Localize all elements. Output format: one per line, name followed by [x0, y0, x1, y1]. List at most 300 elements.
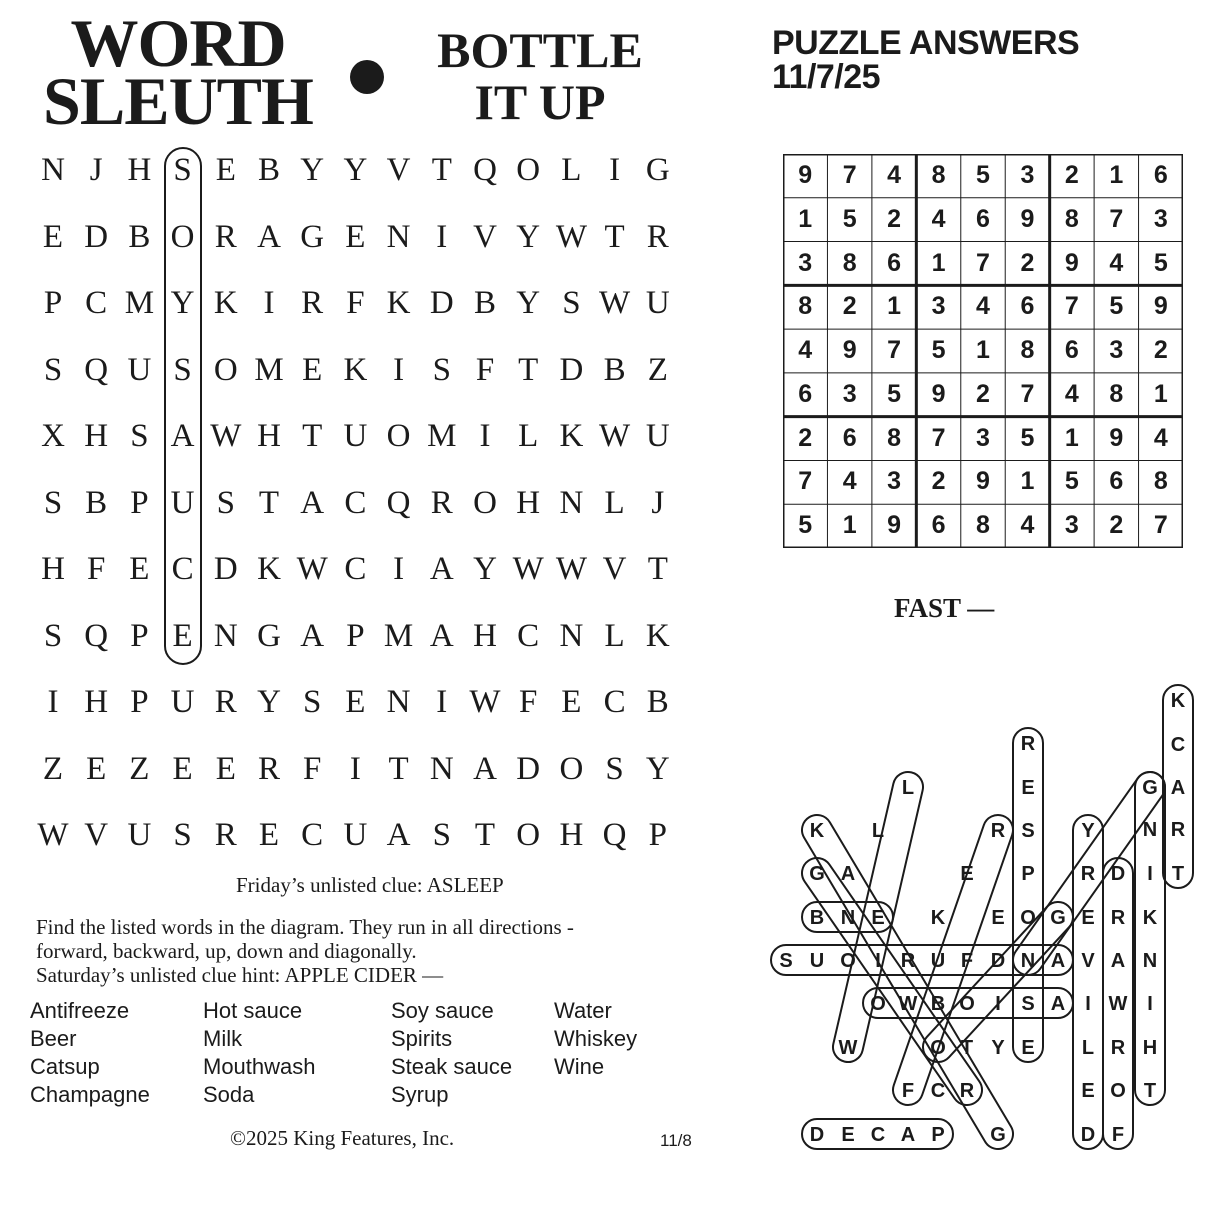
sudoku-cell: 6	[842, 423, 857, 452]
grid-letter: W	[37, 817, 69, 853]
grid-letter: H	[127, 152, 152, 188]
sudoku-cell: 2	[1153, 336, 1168, 365]
sudoku-cell: 1	[931, 248, 946, 277]
answer-letter: W	[1108, 993, 1128, 1015]
grid-letter: P	[346, 617, 365, 654]
grid-letter: I	[393, 351, 405, 388]
answer-letter: K	[930, 907, 946, 929]
grid-letter: C	[171, 551, 194, 587]
sudoku-cell: 2	[1064, 161, 1079, 189]
grid-letter: C	[344, 551, 367, 587]
grid-letter: E	[345, 684, 366, 720]
grid-letter: L	[604, 484, 625, 521]
grid-letter: R	[301, 285, 324, 321]
sudoku-cell: 6	[887, 248, 902, 277]
grid-letter: E	[345, 218, 366, 255]
grid-letter: S	[173, 351, 192, 388]
sudoku-cell: 9	[931, 379, 946, 408]
grid-letter: K	[559, 418, 584, 454]
sudoku-cell: 3	[798, 248, 813, 277]
grid-letter: F	[87, 551, 106, 587]
grid-letter: H	[516, 484, 541, 521]
sudoku-cell: 1	[798, 204, 813, 233]
answer-letter: E	[1081, 907, 1095, 929]
grid-letter: Y	[516, 285, 541, 321]
sudoku-cell: 5	[1153, 248, 1168, 277]
answer-letter: S	[779, 950, 793, 972]
answer-letter: L	[901, 777, 915, 799]
instructions	[36, 915, 676, 987]
sudoku-cell: 1	[1109, 161, 1124, 189]
answer-letter: E	[1021, 777, 1035, 799]
sudoku-cell: 8	[887, 423, 902, 452]
sudoku-cell: 9	[1020, 204, 1035, 233]
answer-letter: I	[875, 950, 881, 972]
grid-letter: L	[518, 418, 539, 454]
grid-letter: W	[296, 551, 328, 587]
answer-letter: P	[1021, 863, 1035, 885]
grid-letter: W	[555, 551, 587, 587]
answer-letter: O	[930, 1037, 946, 1059]
sudoku-cell: 7	[1064, 292, 1079, 321]
sudoku-cell: 2	[798, 423, 813, 452]
sudoku-cell: 3	[842, 379, 857, 408]
grid-letter: T	[604, 218, 625, 255]
grid-letter: S	[432, 817, 451, 853]
answer-letter: F	[901, 1080, 915, 1102]
answer-letter: I	[1147, 993, 1153, 1015]
grid-letter: P	[43, 285, 63, 321]
sudoku-cell: 9	[1109, 423, 1124, 452]
grid-letter: Q	[602, 817, 627, 853]
answer-letter: D	[990, 950, 1006, 972]
sudoku-cell: 4	[842, 467, 857, 496]
answer-letter: R	[1170, 819, 1186, 841]
grid-letter: O	[516, 817, 541, 853]
answer-letter: L	[871, 820, 885, 842]
grid-letter: T	[388, 750, 409, 787]
grid-letter: F	[475, 351, 495, 388]
grid-letter: O	[170, 218, 195, 255]
sudoku-cell: 4	[1020, 511, 1035, 540]
word-list-item: Hot sauce	[203, 998, 303, 1023]
sudoku-cell: 1	[842, 511, 857, 540]
sudoku-cell: 7	[1153, 511, 1168, 540]
sudoku-cell: 3	[1153, 204, 1168, 233]
answer-letter: K	[1170, 690, 1186, 712]
sudoku-cell: 7	[976, 248, 990, 277]
grid-letter: I	[263, 285, 275, 321]
answer-letter: A	[840, 863, 856, 885]
grid-letter: U	[170, 684, 195, 720]
sudoku-cell: 7	[1109, 204, 1124, 233]
answer-word-loop	[796, 852, 988, 1111]
sudoku-cell: 2	[976, 379, 990, 408]
answer-letter: U	[930, 950, 946, 972]
sudoku-cell: 4	[931, 204, 946, 233]
grid-letter: V	[602, 551, 627, 587]
grid-letter: H	[473, 617, 497, 654]
fast-answer-label: FAST —	[894, 593, 995, 623]
sudoku-cell: 9	[887, 511, 902, 540]
sudoku-cell: 1	[1153, 379, 1168, 408]
fast-answer-puzzle	[760, 670, 1200, 1160]
sudoku-cell: 1	[1064, 423, 1079, 452]
answer-letter: A	[1050, 993, 1066, 1015]
answer-letter: T	[960, 1037, 974, 1059]
grid-letter: N	[386, 218, 411, 255]
sudoku-cell: 7	[887, 336, 902, 365]
sudoku-cell: 3	[1020, 161, 1035, 189]
grid-letter: N	[213, 617, 238, 654]
grid-letter: S	[173, 817, 192, 853]
sudoku-cell: 6	[976, 204, 990, 233]
grid-letter: S	[303, 684, 322, 720]
sudoku-cell: 7	[931, 423, 946, 452]
answer-letter: O	[1110, 1080, 1126, 1102]
grid-letter: L	[604, 617, 625, 654]
grid-letter: P	[130, 484, 149, 521]
title-bullet-dot	[350, 60, 384, 94]
grid-letter: O	[516, 152, 541, 188]
sudoku-cell: 2	[931, 467, 946, 496]
answer-letter: R	[1110, 907, 1126, 929]
answer-letter: F	[1111, 1124, 1125, 1146]
saturday-clue-hint: Saturday’s unlisted clue hint: APPLE CIDER —	[36, 963, 444, 987]
word-list-item: Wine	[554, 1054, 605, 1079]
word-list-column	[30, 997, 150, 1109]
answer-letter: O	[840, 950, 856, 972]
grid-letter: U	[127, 351, 152, 388]
answer-letter: D	[809, 1124, 825, 1146]
grid-letter: K	[645, 617, 670, 654]
answer-letter: L	[1081, 1037, 1095, 1059]
answer-letter: N	[840, 907, 856, 929]
grid-letter: E	[86, 750, 107, 787]
grid-letter: A	[386, 817, 411, 853]
sudoku-cell: 8	[1109, 379, 1124, 408]
grid-letter: D	[559, 351, 584, 388]
word-list-item: Mouthwash	[203, 1054, 316, 1079]
sudoku-cell: 7	[1020, 379, 1035, 408]
sudoku-cell: 4	[798, 336, 813, 365]
word-list-item: Steak sauce	[391, 1054, 513, 1079]
answer-letter: I	[1085, 993, 1091, 1015]
answer-letter: I	[1147, 863, 1153, 885]
sudoku-answer-grid	[783, 154, 1183, 548]
word-list-item: Whiskey	[554, 1026, 638, 1051]
sudoku-cell: 9	[798, 161, 813, 189]
grid-letter: N	[386, 684, 411, 720]
grid-letter: I	[436, 218, 448, 255]
sudoku-cell: 2	[1020, 248, 1035, 277]
grid-letter: W	[469, 684, 501, 720]
grid-letter: H	[84, 418, 109, 454]
sudoku-cell: 6	[931, 511, 946, 540]
grid-letter: C	[301, 817, 324, 853]
grid-letter: O	[559, 750, 584, 787]
sudoku-cell: 3	[887, 467, 902, 496]
grid-letter: H	[559, 817, 584, 853]
grid-letter: A	[257, 218, 281, 255]
answer-letter: A	[1050, 950, 1066, 972]
answer-letter: B	[930, 993, 946, 1015]
grid-letter: E	[129, 551, 150, 587]
answer-letter: G	[1142, 777, 1158, 799]
grid-letter: C	[344, 484, 367, 521]
answer-letter: N	[1142, 950, 1158, 972]
puzzle-title-text: WORD SLEUTH	[43, 5, 313, 139]
answer-letter: R	[1020, 733, 1036, 755]
answer-letter: N	[1142, 819, 1158, 841]
answer-letter: Y	[991, 1037, 1005, 1059]
word-list-item: Spirits	[391, 1026, 453, 1051]
grid-letter: N	[559, 617, 584, 654]
grid-letter: H	[84, 684, 109, 720]
answer-letter: A	[1110, 950, 1126, 972]
grid-letter: X	[41, 418, 65, 454]
word-list-column	[203, 997, 316, 1109]
sudoku-cell: 7	[842, 161, 857, 189]
word-list-column	[554, 997, 637, 1081]
grid-letter: C	[603, 684, 626, 720]
answer-letter: R	[1110, 1037, 1126, 1059]
grid-letter: Q	[473, 152, 497, 188]
grid-letter: D	[84, 218, 109, 255]
answer-letter: R	[959, 1080, 975, 1102]
grid-letter: E	[561, 684, 582, 720]
grid-letter: R	[646, 218, 669, 255]
grid-letter: B	[128, 218, 151, 255]
sudoku-cell: 4	[887, 161, 902, 189]
answer-letter: E	[991, 907, 1005, 929]
sudoku-cell: 8	[1020, 336, 1035, 365]
answer-letter: T	[1171, 863, 1185, 885]
grid-letter: E	[42, 218, 64, 255]
grid-letter: E	[215, 152, 236, 188]
grid-letter: B	[85, 484, 108, 521]
grid-letter: P	[648, 817, 667, 853]
letter-grid	[32, 150, 680, 853]
grid-letter: E	[258, 817, 280, 853]
grid-letter: B	[257, 152, 280, 188]
puzzle-theme: BOTTLE IT UP	[437, 22, 643, 130]
grid-letter: R	[214, 817, 237, 853]
answers-title-text: PUZZLE ANSWERS	[772, 24, 1080, 62]
grid-letter: Y	[300, 152, 325, 188]
grid-letter: S	[173, 152, 192, 188]
grid-letter: G	[300, 218, 325, 255]
grid-letter: K	[386, 285, 411, 321]
answer-letter: C	[1170, 734, 1186, 756]
answer-letter: E	[1021, 1037, 1035, 1059]
grid-letter: P	[130, 684, 149, 720]
sudoku-cell: 1	[887, 292, 902, 321]
grid-letter: S	[432, 351, 451, 388]
sudoku-cell: 4	[1109, 248, 1124, 277]
grid-letter: U	[645, 418, 670, 454]
answer-letter: W	[838, 1037, 858, 1059]
grid-letter: Q	[386, 484, 411, 521]
grid-letter: T	[518, 351, 539, 388]
grid-letter: N	[559, 484, 584, 521]
grid-letter: S	[562, 285, 581, 321]
grid-letter: C	[85, 285, 108, 321]
answer-letter: A	[1170, 777, 1186, 799]
grid-letter: F	[519, 684, 538, 720]
grid-letter: Y	[170, 285, 195, 321]
sudoku-cell: 5	[931, 336, 946, 365]
sudoku-cell: 6	[1020, 292, 1035, 321]
grid-letter: D	[516, 750, 541, 787]
grid-letter: E	[215, 750, 236, 787]
answer-letter: G	[1050, 907, 1066, 929]
sudoku-cell: 9	[1064, 248, 1079, 277]
word-list-item: Water	[554, 998, 612, 1023]
answer-letter: I	[995, 993, 1001, 1015]
grid-letter: V	[473, 218, 497, 255]
grid-letter: U	[645, 285, 670, 321]
grid-letter: F	[303, 750, 322, 787]
answer-letter: B	[809, 907, 825, 929]
grid-letter: I	[609, 152, 621, 188]
answers-date: 11/7/25	[772, 58, 881, 96]
sudoku-cell: 5	[798, 511, 813, 540]
grid-letter: K	[343, 351, 368, 388]
grid-letter: S	[130, 418, 149, 454]
grid-letter: G	[645, 152, 670, 188]
grid-letter: Y	[516, 218, 541, 255]
grid-letter: I	[436, 684, 448, 720]
answer-letter: E	[960, 863, 974, 885]
grid-letter: S	[43, 351, 63, 388]
grid-letter: S	[43, 617, 63, 654]
word-list-item: Soy sauce	[391, 998, 494, 1023]
grid-letter: T	[258, 484, 280, 521]
grid-letter: A	[300, 617, 325, 654]
grid-letter: B	[473, 285, 496, 321]
answer-letter: K	[1142, 907, 1158, 929]
answer-letter: T	[1143, 1080, 1157, 1102]
grid-letter: Q	[84, 351, 109, 388]
grid-letter: K	[213, 285, 238, 321]
grid-letter: D	[213, 551, 238, 587]
sudoku-cell: 6	[1064, 336, 1079, 365]
grid-letter: V	[84, 817, 109, 853]
answer-letter: F	[960, 950, 974, 972]
answer-letter: E	[841, 1124, 855, 1146]
word-list-column	[391, 997, 512, 1109]
grid-letter: W	[512, 551, 544, 587]
grid-letter: N	[41, 152, 65, 188]
grid-letter: I	[393, 551, 405, 587]
answer-letter: K	[809, 820, 825, 842]
answers-title	[772, 26, 1079, 94]
grid-letter: R	[214, 218, 237, 255]
friday-unlisted-clue: Friday’s unlisted clue: ASLEEP	[236, 873, 504, 897]
sudoku-cell: 2	[887, 204, 902, 233]
grid-letter: S	[216, 484, 235, 521]
sudoku-cell: 8	[798, 292, 813, 321]
answer-letter: D	[1080, 1124, 1096, 1146]
grid-letter: G	[257, 617, 281, 654]
answer-letter: G	[809, 863, 825, 885]
sudoku-cell: 3	[976, 423, 990, 452]
word-list-item: Champagne	[30, 1082, 150, 1107]
sudoku-cell: 5	[1020, 423, 1035, 452]
grid-letter: U	[343, 817, 368, 853]
answer-letter: Y	[1081, 820, 1095, 842]
answer-letter: A	[900, 1124, 916, 1146]
instructions-line: forward, backward, up, down and diagonally.	[36, 939, 417, 963]
grid-letter: M	[254, 351, 284, 388]
grid-letter: D	[429, 285, 454, 321]
grid-letter: M	[383, 617, 414, 654]
grid-letter: L	[561, 152, 582, 188]
grid-letter: A	[429, 551, 454, 587]
sudoku-cell: 5	[976, 161, 990, 189]
grid-letter: N	[429, 750, 454, 787]
grid-letter: U	[127, 817, 152, 853]
grid-letter: A	[473, 750, 497, 787]
sudoku-cell: 8	[976, 511, 990, 540]
answer-letter: H	[1142, 1037, 1158, 1059]
sudoku-cell: 7	[798, 467, 813, 496]
word-list-item: Milk	[203, 1026, 243, 1051]
sudoku-cell: 3	[931, 292, 946, 321]
puzzle-title	[28, 5, 328, 139]
sudoku-cell: 9	[976, 467, 990, 496]
answer-letter: C	[870, 1124, 886, 1146]
sudoku-cell: 8	[931, 161, 946, 189]
word-list-item: Antifreeze	[30, 998, 130, 1023]
sudoku-cell: 9	[1153, 292, 1168, 321]
grid-letter: H	[257, 418, 281, 454]
sudoku-cell: 5	[1109, 292, 1124, 321]
answer-letter: C	[930, 1080, 946, 1102]
grid-letter: Z	[42, 750, 64, 787]
answer-letter: G	[990, 1124, 1006, 1146]
sudoku-cell: 5	[842, 204, 857, 233]
copyright-notice: ©2025 King Features, Inc.	[230, 1126, 455, 1150]
grid-letter: A	[429, 617, 454, 654]
sudoku-cell: 2	[842, 292, 857, 321]
sudoku-cell: 1	[1020, 467, 1035, 496]
sudoku-cell: 4	[1153, 423, 1168, 452]
grid-letter: I	[479, 418, 491, 454]
grid-letter: R	[257, 750, 280, 787]
word-list-item: Beer	[30, 1026, 77, 1051]
sudoku-cell: 6	[1153, 161, 1168, 189]
sudoku-cell: 5	[887, 379, 902, 408]
grid-letter: H	[41, 551, 65, 587]
grid-letter: U	[170, 484, 195, 521]
answer-letter: W	[898, 993, 918, 1015]
answer-letter: R	[990, 820, 1006, 842]
grid-letter: T	[647, 551, 668, 587]
date-code: 11/8	[660, 1131, 692, 1150]
grid-letter: O	[386, 418, 411, 454]
grid-letter: C	[517, 617, 540, 654]
grid-letter: T	[431, 152, 452, 188]
answer-letter: E	[871, 907, 885, 929]
grid-letter: T	[302, 418, 323, 454]
grid-letter: Q	[84, 617, 109, 654]
answer-letter: R	[1080, 863, 1096, 885]
sudoku-cell: 3	[1109, 336, 1124, 365]
answer-letter: E	[1081, 1080, 1095, 1102]
grid-letter: I	[349, 750, 361, 787]
